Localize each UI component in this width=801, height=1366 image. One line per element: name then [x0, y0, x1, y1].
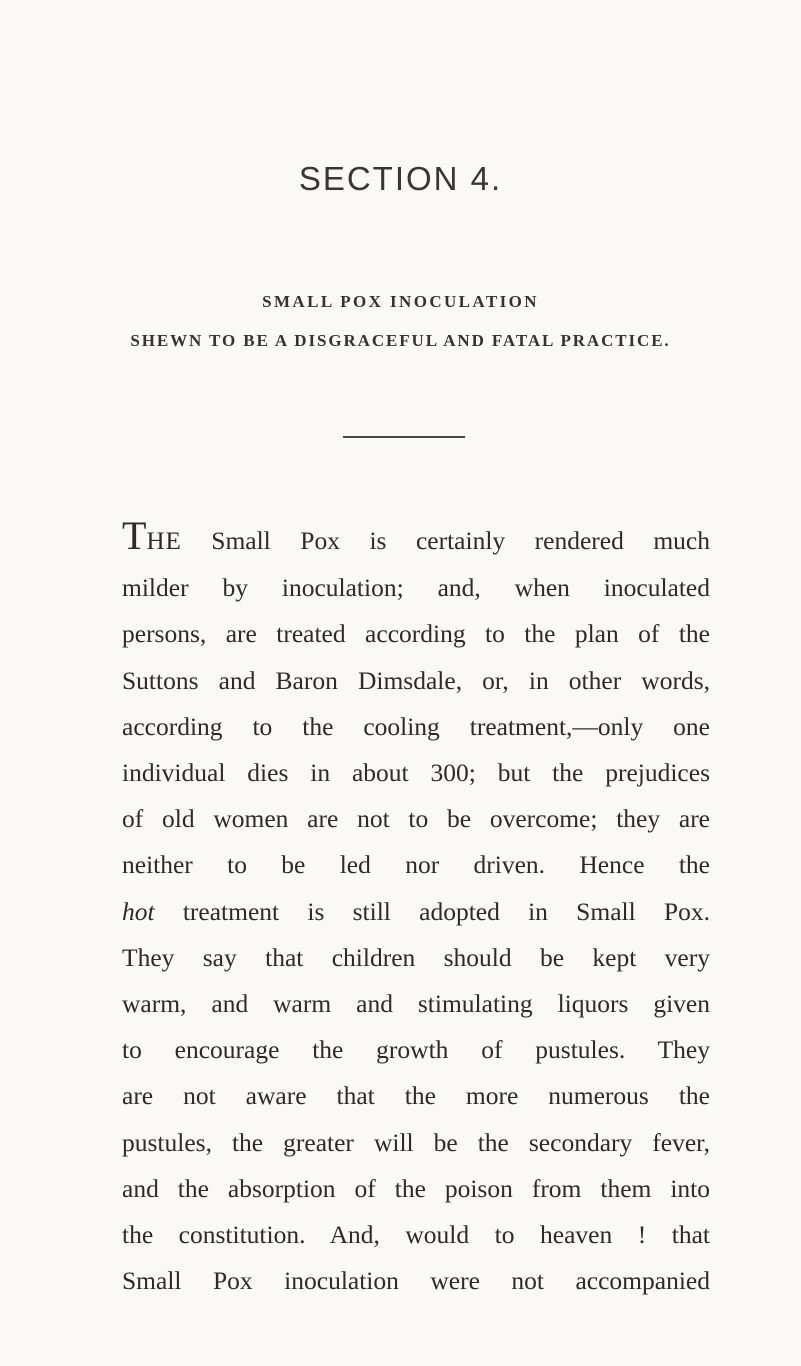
section-title: SECTION 4. [298, 160, 503, 197]
chapter-subtitle-line-2: SHEWN TO BE A DISGRACEFUL AND FATAL PRACTICE. [130, 331, 671, 350]
paragraph-line [122, 889, 710, 935]
paragraph-line [122, 513, 710, 565]
paragraph-line: according to the cooling treatment,—only one [122, 711, 710, 741]
paragraph-line: They say that children should be kept very [122, 942, 710, 972]
paragraph-line: individual dies in about 300; but the prejudices [122, 758, 710, 788]
first-word-caps: HE [146, 528, 182, 555]
paragraph-line: are not aware that the more numerous the [122, 1081, 710, 1111]
paragraph-line: milder by inoculation; and, when inoculated [122, 573, 710, 603]
chapter-subtitle-line-1: SMALL POX INOCULATION [262, 292, 539, 311]
section-divider-rule [343, 436, 465, 438]
paragraph-line: the constitution. And, would to heaven ! that [122, 1220, 710, 1250]
drop-cap: T [122, 513, 147, 558]
paragraph-line: pustules, the greater will be the secondary fever, [122, 1127, 710, 1157]
paragraph-line: warm, and warm and stimulating liquors given [122, 989, 710, 1019]
paragraph-line: to encourage the growth of pustules. They [122, 1035, 710, 1065]
body-paragraph [122, 513, 710, 1304]
paragraph-line: of old women are not to be overcome; they are [122, 804, 710, 834]
paragraph-line: persons, are treated according to the plan of the [122, 619, 710, 649]
italic-word: hot [122, 896, 155, 926]
line-text: treatment is still adopted in Small Pox. [154, 896, 710, 926]
paragraph-line: Suttons and Baron Dimsdale, or, in other words, [122, 665, 710, 695]
paragraph-line: and the absorption of the poison from them into [122, 1173, 710, 1203]
line-text: Small Pox is certainly rendered much [181, 526, 710, 555]
paragraph-line: Small Pox inoculation were not accompanied [122, 1266, 710, 1296]
paragraph-line: neither to be led nor driven. Hence the [122, 850, 710, 880]
